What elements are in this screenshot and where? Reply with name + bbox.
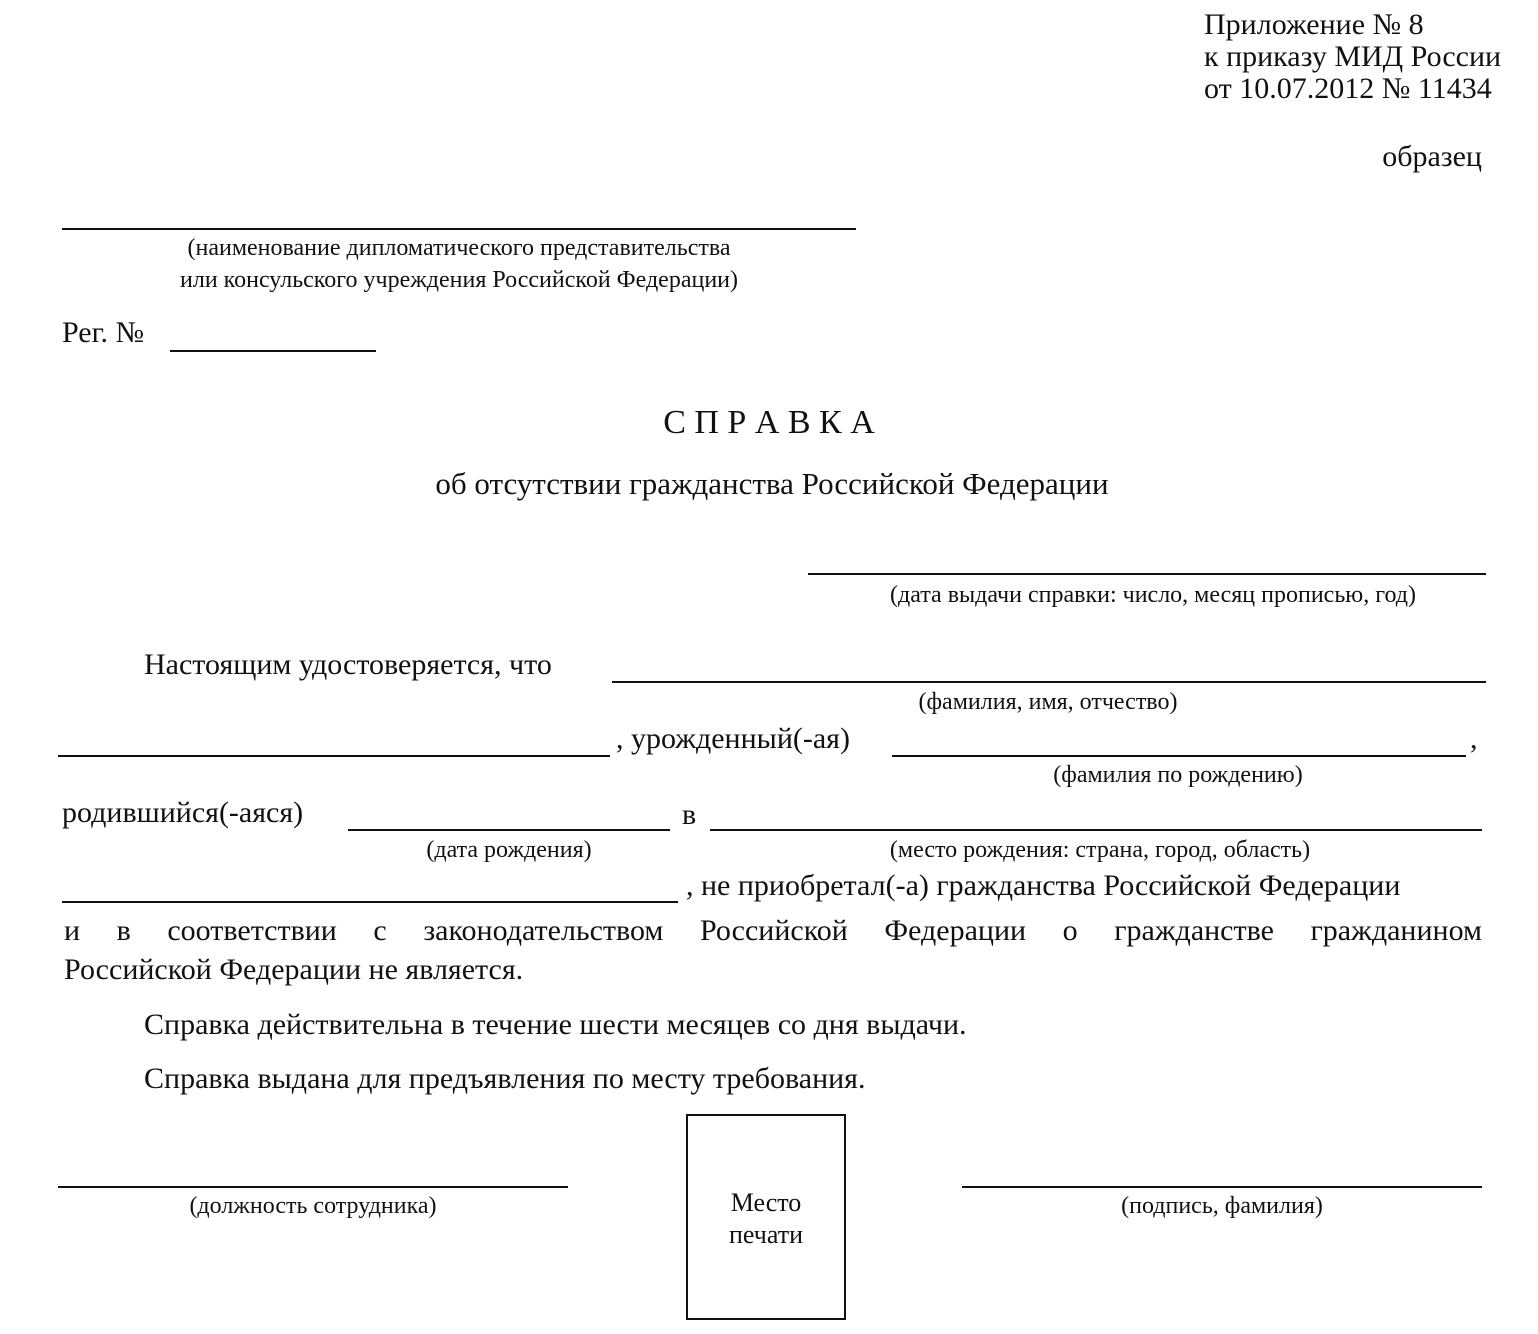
position-caption: (должность сотрудника) [189, 1193, 437, 1219]
birth-date-caption: (дата рождения) [426, 837, 592, 863]
document-subtitle: об отсутствии гражданства Российской Федерации [435, 466, 1109, 501]
birth-place-line [710, 829, 1482, 831]
certify-text: Настоящим удостоверяется, что [144, 648, 552, 681]
purpose-text: Справка выдана для предъявления по месту требования. [144, 1062, 866, 1095]
not-acquired-text: , не приобретал(-а) гражданства Российской Федерации [686, 869, 1401, 902]
birth-place-caption: (место рождения: страна, город, область) [889, 837, 1311, 863]
stamp-label-line-1: Место [730, 1188, 802, 1217]
signature-caption: (подпись, фамилия) [1121, 1193, 1323, 1219]
reg-number-label: Рег. № [62, 316, 145, 349]
appendix-line-3: от 10.07.2012 № 11434 [1204, 72, 1492, 105]
stamp-label-line-2: печати [728, 1220, 804, 1249]
comma: , [1470, 722, 1478, 755]
stamp-box [686, 1114, 846, 1320]
in-text: в [682, 798, 697, 831]
appendix-line-2: к приказу МИД России [1204, 40, 1502, 73]
birth-surname-line [892, 755, 1466, 757]
appendix-line-1: Приложение № 8 [1204, 8, 1424, 41]
issuer-caption-line-2: или консульского учреждения Российской Федерации) [180, 267, 738, 293]
issue-date-line [808, 573, 1486, 575]
document-title: С П Р А В К А [663, 404, 875, 441]
issuer-caption-line-1: (наименование дипломатического представительства [187, 235, 731, 261]
full-name-line [612, 681, 1486, 683]
birth-place-continuation-line [62, 901, 678, 903]
sample-label: образец [1382, 140, 1482, 173]
name-continuation-line [58, 755, 610, 757]
validity-text: Справка действительна в течение шести месяцев со дня выдачи. [144, 1008, 967, 1041]
birth-surname-caption: (фамилия по рождению) [1053, 762, 1303, 788]
position-line [58, 1186, 568, 1188]
born-text: родившийся(-аяся) [62, 796, 304, 829]
reg-number-line [170, 350, 376, 352]
issuer-name-line [62, 228, 856, 230]
issue-date-caption: (дата выдачи справки: число, месяц прописью, год) [890, 582, 1416, 608]
full-name-caption: (фамилия, имя, отчество) [918, 689, 1178, 715]
signature-line [962, 1186, 1482, 1188]
birth-date-line [348, 829, 670, 831]
law-text-line-2: Российской Федерации не является. [64, 953, 524, 986]
law-text-line-1: и в соответствии с законодательством Российской Федерации о гражданстве гражданином [64, 914, 1482, 947]
born-as-text: , урожденный(-ая) [616, 722, 850, 755]
